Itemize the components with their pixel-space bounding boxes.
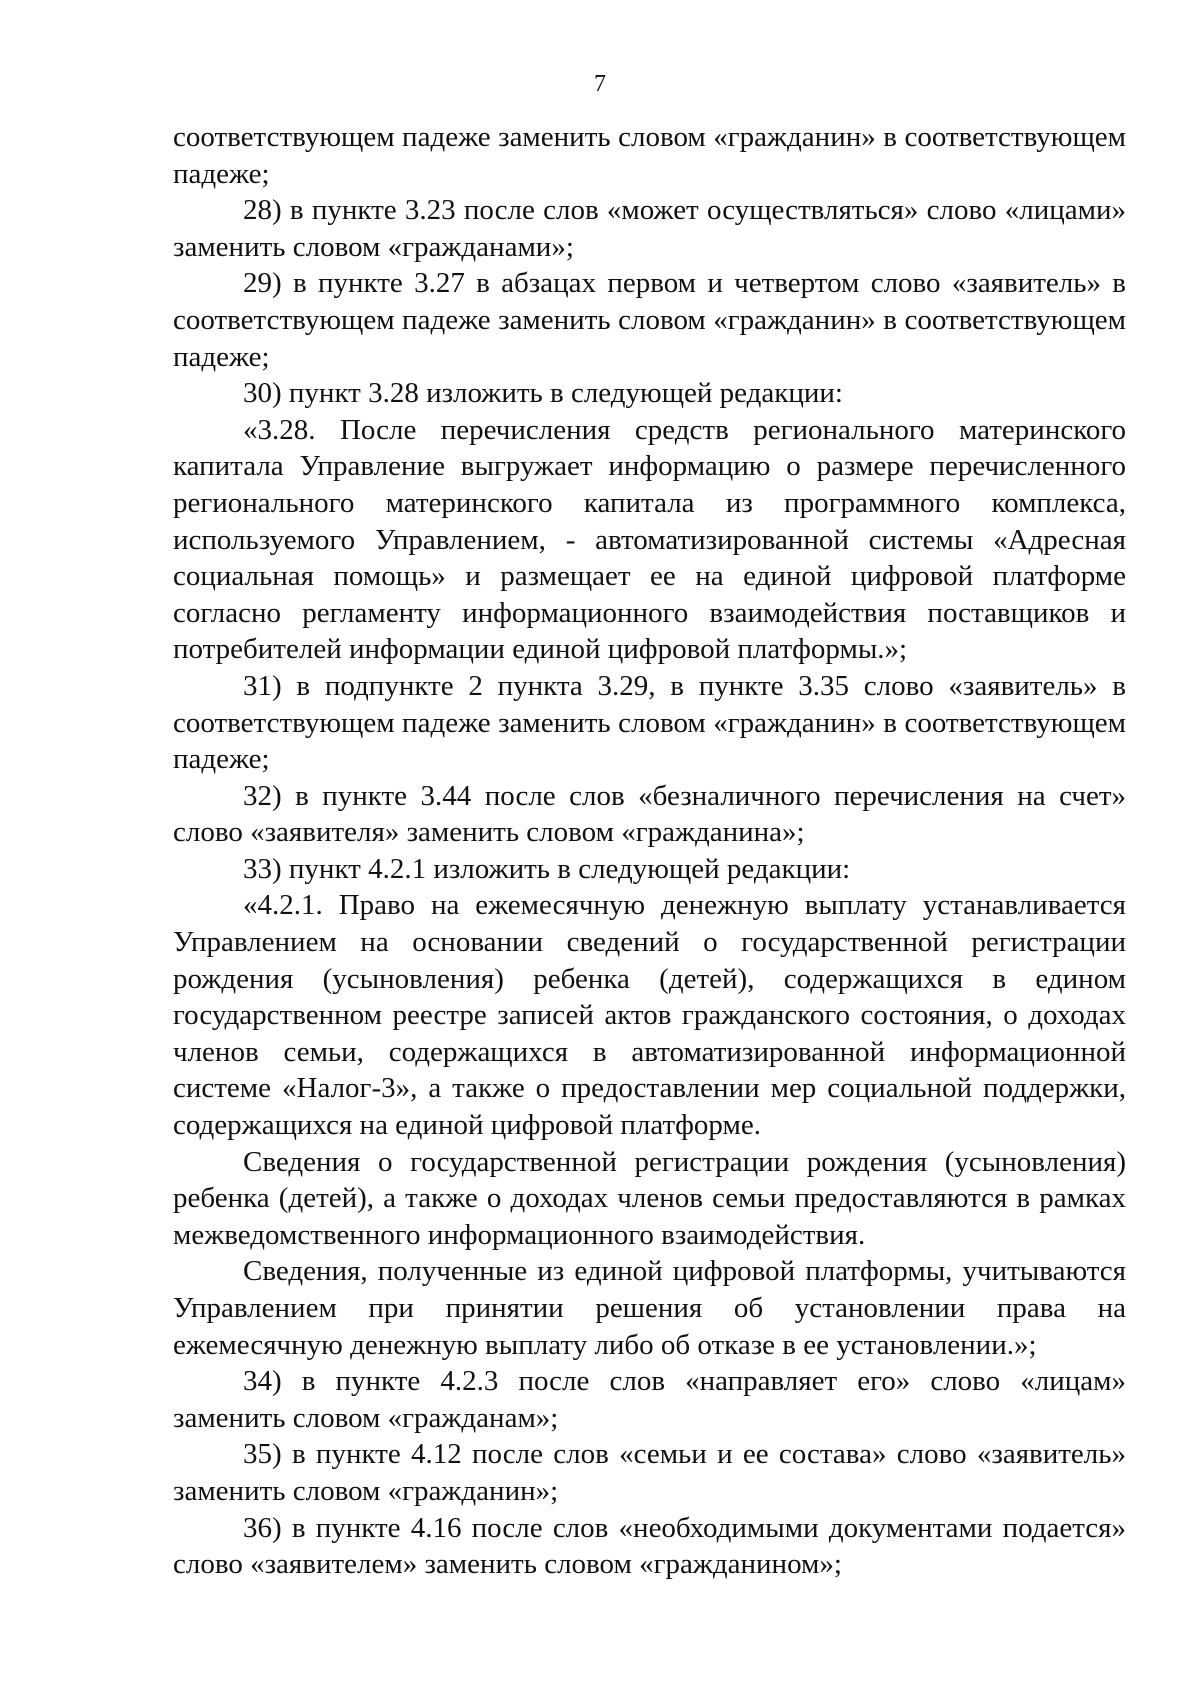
document-body [173,119,1126,1583]
paragraph-item-31: 31) в подпункте 2 пункта 3.29, в пункте 3.35 слово «заявитель» в соответствующем падеже заменить словом «гражданин» в соответствующем падеже; [173,669,1126,776]
quoted-clause-paragraph-3: Сведения, полученные из единой цифровой платформы, учитываются Управлением при принятии решения об установлении права на ежемесячную денежную выплату либо об отказе в ее установлении.»; [173,1255,1126,1361]
quoted-clause-4-2-1: «4.2.1. Право на ежемесячную денежную выплату устанавливается Управлением на основании сведений о государственной регистрации рождения (усыновления) ребенка (детей), содержащихся в едином государственном реестре записей актов гражданского состояния, о доходах членов семьи, содержащихся в автоматизированной информационной системе «Налог-3», а также о предоставлении мер социальной поддержки, содержащихся на единой цифровой платформе. [173,889,1126,1142]
page-number: 7 [594,71,606,97]
paragraph-continuation: соответствующем падеже заменить словом «гражданин» в соответствующем падеже; [173,121,1126,190]
quoted-clause-paragraph-2: Сведения о государственной регистрации рождения (усыновления) ребенка (детей), а также о доходах членов семьи предоставляются в рамках межведомственного информационного взаимодействия. [173,1145,1126,1251]
paragraph-item-34: 34) в пункте 4.2.3 после слов «направляет его» слово «лицам» заменить словом «гражданам»; [173,1365,1126,1434]
paragraph-item-36: 36) в пункте 4.16 после слов «необходимыми документами подается» слово «заявителем» заменить словом «гражданином»; [173,1511,1126,1581]
paragraph-item-29: 29) в пункте 3.27 в абзацах первом и четвертом слово «заявитель» в соответствующем падеже заменить словом «гражданин» в соответствующем падеже; [173,267,1126,373]
paragraph-item-33: 33) пункт 4.2.1 изложить в следующей редакции: [243,852,851,885]
paragraph-item-28: 28) в пункте 3.23 после слов «может осуществляться» слово «лицами» заменить словом «гражданами»; [173,194,1126,263]
paragraph-item-32: 32) в пункте 3.44 после слов «безналичного перечисления на счет» слово «заявителя» заменить словом «гражданина»; [173,779,1126,849]
paragraph-item-35: 35) в пункте 4.12 после слов «семьи и ее состава» слово «заявитель» заменить словом «гражданин»; [173,1438,1126,1507]
paragraph-item-30: 30) пункт 3.28 изложить в следующей редакции: [243,377,843,410]
quoted-clause-3-28: «3.28. После перечисления средств регионального материнского капитала Управление выгружает информацию о размере перечисленного регионального материнского капитала из программного комплекса, используемого Управлением, - автоматизированной системы «Адресная социальная помощь» и размещает ее на единой цифровой платформе согласно регламенту информационного взаимодействия поставщиков и потребителей информации единой цифровой платформы.»; [173,413,1126,666]
